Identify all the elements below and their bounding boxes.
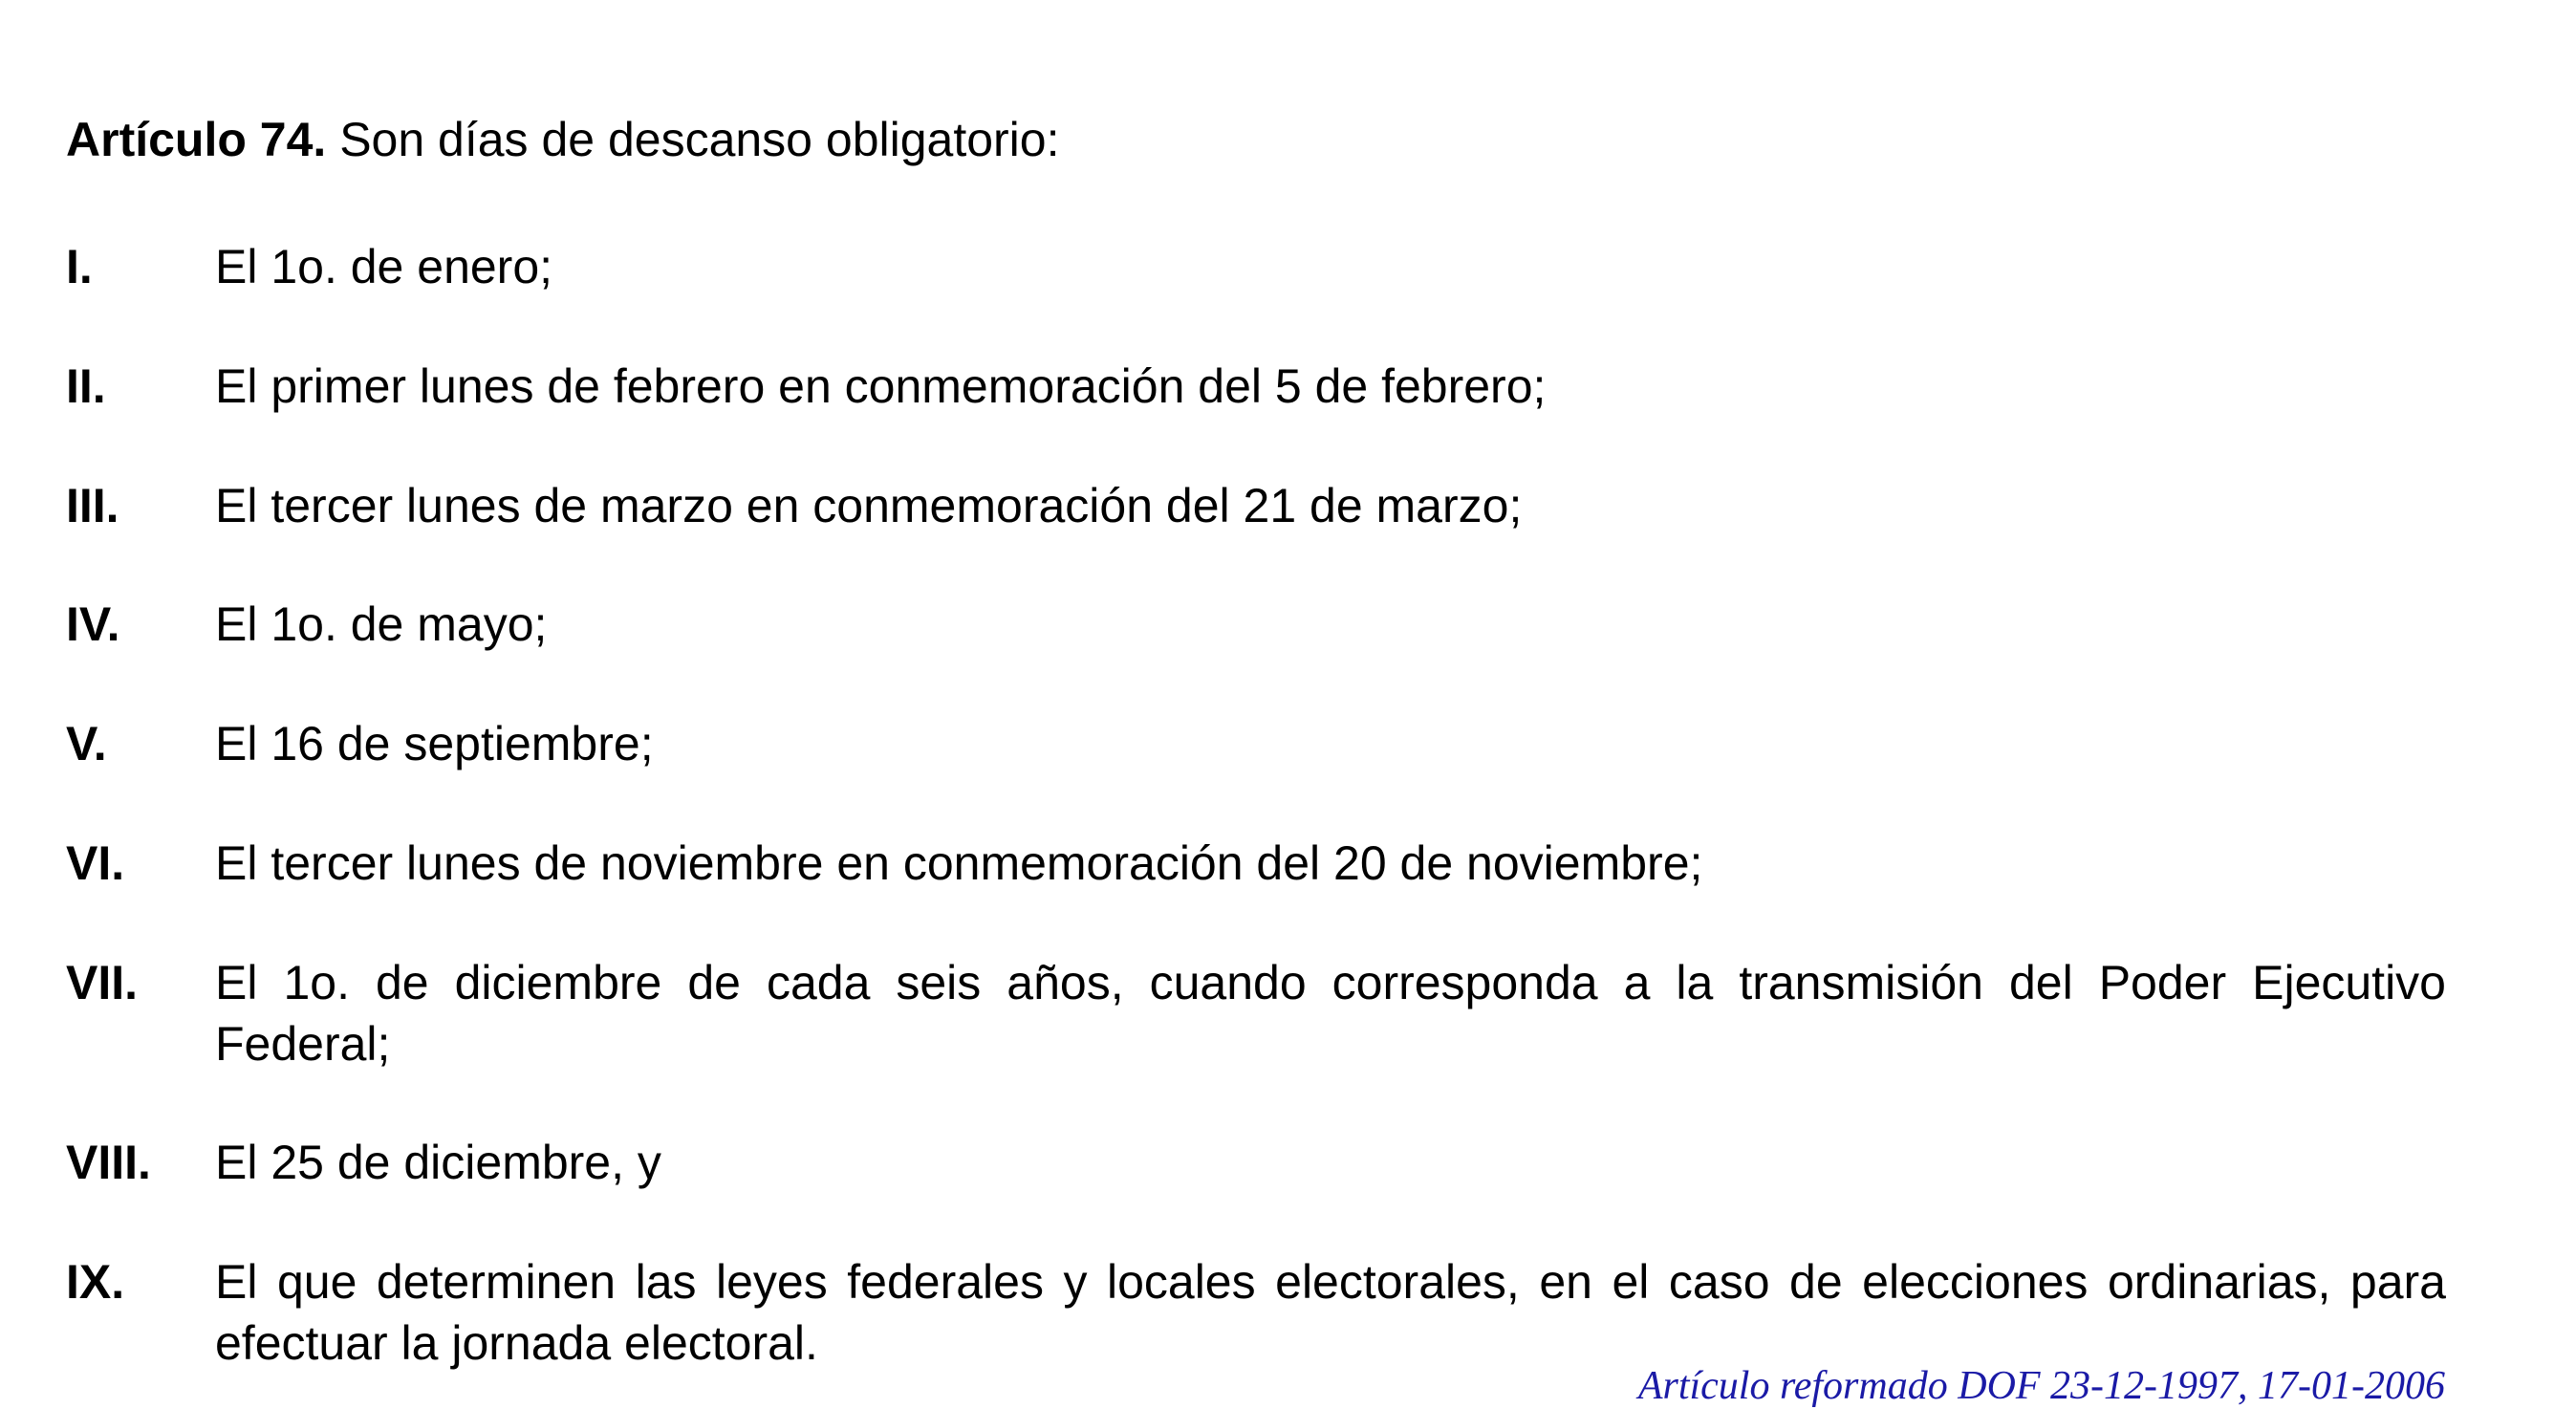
list-item <box>66 833 2446 894</box>
list-item-text: El tercer lunes de noviembre en conmemoración del 20 de noviembre; <box>215 836 1703 890</box>
list-item-number: IX. <box>66 1255 125 1309</box>
list-item-text: El 1o. de diciembre de cada seis años, cuando corresponda a la transmisión del Poder Ejecutivo Federal; <box>215 956 2446 1071</box>
list-item-number: VIII. <box>66 1136 151 1189</box>
list-item <box>66 236 2446 297</box>
list-item <box>66 356 2446 417</box>
list-item-text: El tercer lunes de marzo en conmemoración del 21 de marzo; <box>215 479 1523 532</box>
list-item-number: VII. <box>66 956 139 1009</box>
list-item <box>66 594 2446 655</box>
list-item <box>66 713 2446 774</box>
list-item-number: I. <box>66 240 93 293</box>
list-item-text: El que determinen las leyes federales y locales electorales, en el caso de elecciones ordinarias, para efectuar la jornada electoral. <box>215 1255 2446 1370</box>
article-heading <box>66 113 1059 166</box>
list-item <box>66 952 2446 1074</box>
list-item-number: V. <box>66 717 107 770</box>
article-number: Artículo 74. <box>66 113 327 166</box>
list-item-text: El 16 de septiembre; <box>215 717 654 770</box>
list-item <box>66 475 2446 536</box>
list-item-number: VI. <box>66 836 125 890</box>
list-item <box>66 1132 2446 1193</box>
list-item-number: III. <box>66 479 119 532</box>
reform-note: Artículo reformado DOF 23-12-1997, 17-01-2006 <box>1637 1364 2445 1408</box>
list-item-text: El 25 de diciembre, y <box>215 1136 661 1189</box>
list-item-text: El primer lunes de febrero en conmemoración del 5 de febrero; <box>215 359 1547 413</box>
list-item-number: II. <box>66 359 106 413</box>
list-item-text: El 1o. de enero; <box>215 240 553 293</box>
list-item-text: El 1o. de mayo; <box>215 597 548 651</box>
list-item <box>66 1251 2446 1374</box>
article-intro: Son días de descanso obligatorio: <box>326 113 1060 166</box>
list-item-number: IV. <box>66 597 120 651</box>
